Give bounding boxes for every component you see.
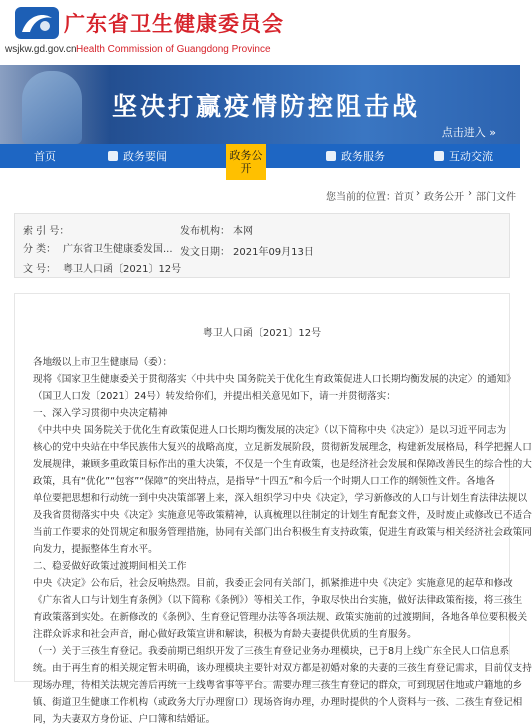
document-line: 及我省贯彻落实中央《决定》实施意见等政策精神，认真梳理以往制定的计划生育配套文件，及时废止或修改已不适合	[33, 510, 532, 521]
document-line: 镇、街道卫生健康工作机构（或政务大厅办理窗口）现场咨询办理，办理时提供的个人资料与一孩、二孩生育登记相	[33, 697, 523, 708]
category-value: 广东省卫生健康委发国...	[63, 244, 173, 255]
category-label: 分 类：	[23, 244, 57, 255]
breadcrumb-gov-open[interactable]: 政务公开	[424, 192, 464, 203]
document-line: 统。由于再生育的相关规定暂未明确，该办理模块主要针对双方都是初婚对象的夫妻的三孩生育登记需求，目前仅支持	[33, 663, 532, 674]
nav-item-gov-open-active[interactable]: 政务公开	[226, 144, 266, 180]
document-line: （国卫人口发〔2021〕24号）转发给你们，并提出相关意见如下，请一并贯彻落实：	[33, 391, 396, 402]
nav-item-services[interactable]	[326, 144, 385, 168]
date-label: 发文日期：	[180, 247, 230, 258]
site-english-name: Health Commission of Guangdong Province	[76, 44, 271, 55]
document-line: 育政策落到实处。在新修改的《条例》、生育登记管理办法等各项法规、政策实施前的过渡期间，各地各单位要积极关	[33, 612, 528, 623]
site-url: wsjkw.gd.gov.cn	[5, 44, 77, 55]
document-line: 注群众诉求和社会声音，耐心做好政策宣讲和解读，积极为育龄夫妻提供优质的生育服务。	[33, 629, 417, 640]
banner-title: 坚决打赢疫情防控阻击战	[112, 92, 421, 121]
document-line: 同，为夫妻双方身份证、户口簿和结婚证。	[33, 714, 216, 725]
document-line: 现场办理，待相关法规完善后再统一上线粤省事等平台。需要办理三孩生育登记的群众，可到现居住地或户籍地的乡	[33, 680, 523, 691]
breadcrumb-dept-docs[interactable]: 部门文件	[476, 192, 516, 203]
document-line: 政策，具有“优化”“包容”“保障”的突出特点，是指导“十四五”和今后一个时期人口工作的纲领性文件。各地各	[33, 476, 495, 487]
document-line: 一、深入学习贯彻中央决定精神	[33, 408, 168, 419]
nav-item-label: 首页	[34, 150, 56, 163]
document-line: 向发力，提振整体生育水平。	[33, 544, 158, 555]
document-line: 核心的党中央站在中华民族伟大复兴的战略高度，立足新发展阶段，贯彻新发展理念，构建新发展格局，科学把握人口	[33, 442, 532, 453]
breadcrumb-home[interactable]: 首页	[394, 192, 414, 203]
issuer-value: 本网	[233, 226, 253, 237]
banner-figure-image	[22, 71, 82, 144]
document-line: 《中共中央 国务院关于优化生育政策促进人口长期均衡发展的决定》（以下简称中央《决定》）是以习近平同志为	[33, 425, 507, 436]
site-logo-icon[interactable]	[14, 6, 60, 40]
document-line: （一）关于三孩生育登记。我委前期已组织开发了三孩生育登记业务办理模块，已于8月上线广东全民人口信息系	[33, 646, 510, 657]
date-value: 2021年09月13日	[233, 247, 314, 258]
news-icon	[108, 151, 118, 161]
nav-item-label: 政务要闻	[123, 150, 167, 163]
nav-item-interaction[interactable]	[434, 144, 493, 168]
breadcrumb-prefix: 您当前的位置：	[326, 192, 396, 203]
site-header	[0, 0, 520, 65]
document-line: 当前工作要求的处罚规定和服务管理措施，协同有关部门出台积极生育支持政策，促进生育政策与相关经济社会政策同	[33, 527, 532, 538]
nav-item-label: 互动交流	[449, 150, 493, 163]
promo-banner[interactable]	[0, 65, 520, 144]
banner-enter-link[interactable]: 点击进入 »	[441, 126, 496, 139]
breadcrumb-sep: ›	[468, 188, 472, 199]
chat-icon	[434, 151, 444, 161]
document-line: 二、稳妥做好政策过渡期间相关工作	[33, 561, 187, 572]
document-line: 单位要把思想和行动统一到中央决策部署上来，深入组织学习中央《决定》，学习新修改的人口与计划生育法律法规以	[33, 493, 528, 504]
document-body	[14, 293, 532, 725]
nav-item-news[interactable]	[108, 144, 167, 168]
document-line: 《广东省人口与计划生育条例》（以下简称《条例》）等相关工作，争取尽快出台实施，做好法律政策衔接，将三孩生	[33, 595, 523, 606]
index-label: 索 引 号：	[23, 226, 70, 237]
docno-value: 粤卫人口函〔2021〕12号	[63, 264, 182, 275]
document-line: 各地级以上市卫生健康局（委）：	[33, 357, 173, 368]
document-line: 中央《决定》公布后，社会反响热烈。目前，我委正会同有关部门，抓紧推进中央《决定》实施意见的起草和修改	[33, 578, 513, 589]
issuer-label: 发布机构：	[180, 226, 230, 237]
nav-item-label: 政务服务	[341, 150, 385, 163]
site-title[interactable]: 广东省卫生健康委员会	[64, 12, 284, 36]
document-line: 现将《国家卫生健康委关于贯彻落实〈中共中央 国务院关于优化生育政策促进人口长期均衡发展的决定〉的通知》	[33, 374, 516, 385]
document-number: 粤卫人口函〔2021〕12号	[202, 328, 322, 339]
document-line: 发展规律，兼顾多重政策目标作出的重大决策，不仅是一个生育政策，也是经济社会发展和保障改善民生的综合性的大	[33, 459, 532, 470]
nav-item-home[interactable]	[34, 144, 56, 168]
breadcrumb-sep: ›	[416, 188, 420, 199]
document-meta-box	[14, 213, 510, 278]
services-icon	[326, 151, 336, 161]
docno-label: 文 号：	[23, 264, 57, 275]
